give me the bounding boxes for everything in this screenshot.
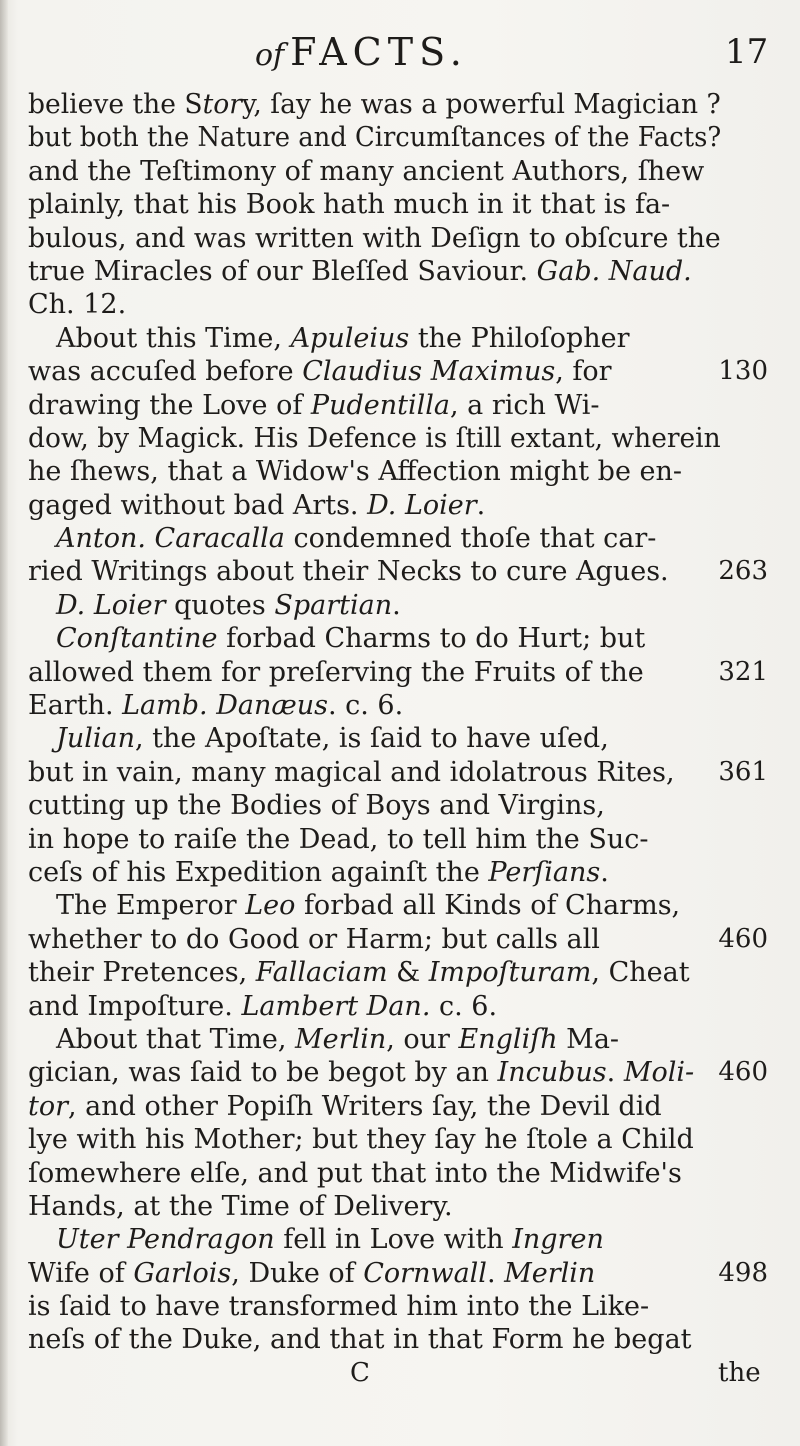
line-text: drawing the Love of Pudentilla, a rich Wi-: [28, 389, 600, 421]
text-line: [28, 489, 770, 522]
line-text: true Miracles of our Bleſſed Saviour. Gab. Naud.: [28, 255, 692, 287]
text-line: [28, 1023, 770, 1056]
line-text: allowed them for preſerving the Fruits of the: [28, 656, 644, 688]
text-line: [28, 1056, 770, 1089]
text-line: [28, 455, 770, 488]
line-text: cutting up the Bodies of Boys and Virgins,: [28, 790, 605, 822]
text-line: [28, 923, 770, 956]
page-number: 17: [725, 32, 769, 72]
running-head-title: FACTS.: [290, 30, 468, 74]
line-text: ceſs of his Expedition againſt the Perſians.: [28, 856, 609, 888]
line-text: Uter Pendragon fell in Love with Ingren: [56, 1224, 604, 1256]
line-text: About that Time, Merlin, our Engliſh Ma-: [56, 1023, 620, 1055]
margin-year: 321: [718, 656, 768, 687]
margin-year: 263: [718, 556, 768, 587]
line-text: he ſhews, that a Widow's Affection might be en-: [28, 456, 683, 488]
text-line: [28, 555, 770, 588]
line-text: The Emperor Leo forbad all Kinds of Charms,: [56, 890, 681, 922]
footer-line: [28, 1357, 770, 1390]
line-text: but both the Nature and Circumſtances of the Facts?: [28, 122, 722, 154]
text-line: [28, 656, 770, 689]
text-line: [28, 88, 770, 121]
margin-year: 130: [718, 356, 768, 387]
text-line: [28, 1090, 770, 1123]
line-text: but in vain, many magical and idolatrous Rites,: [28, 756, 675, 788]
margin-year: 361: [718, 756, 768, 787]
text-line: [28, 990, 770, 1023]
line-text: gaged without bad Arts. D. Loier.: [28, 489, 486, 521]
text-line: [28, 255, 770, 288]
text-line: [28, 1190, 770, 1223]
line-text: Hands, at the Time of Delivery.: [28, 1190, 453, 1222]
text-line: [28, 355, 770, 388]
margin-year: 460: [718, 923, 768, 954]
text-line: [28, 188, 770, 221]
line-text: gician, was ſaid to be begot by an Incubus. Moli-: [28, 1057, 695, 1089]
line-text: whether to do Good or Harm; but calls all: [28, 923, 600, 955]
running-head-of: of: [255, 38, 285, 73]
running-head: [255, 30, 468, 78]
line-text: Julian, the Apoſtate, is ſaid to have uſed,: [56, 723, 609, 755]
line-text: Earth. Lamb. Danæus. c. 6.: [28, 690, 404, 722]
line-text: plainly, that his Book hath much in it that is fa-: [28, 189, 671, 221]
margin-year: 498: [718, 1257, 768, 1288]
text-line: [28, 622, 770, 655]
text-line: [28, 823, 770, 856]
signature-mark: C: [350, 1358, 370, 1389]
line-text: and Impoſture. Lambert Dan. c. 6.: [28, 990, 498, 1022]
line-text: Wife of Garlois, Duke of Cornwall. Merlin: [28, 1257, 596, 1289]
text-line: [28, 422, 770, 455]
text-line: [28, 522, 770, 555]
line-text: neſs of the Duke, and that in that Form he begat: [28, 1324, 692, 1356]
line-text: and the Teſtimony of many ancient Authors, ſhew: [28, 155, 705, 187]
page-header: [0, 20, 800, 80]
text-line: [28, 1257, 770, 1290]
text-line: [28, 121, 770, 154]
line-text: lye with his Mother; but they ſay he ſtole a Child: [28, 1124, 694, 1156]
line-text: bulous, and was written with Deſign to obſcure the: [28, 222, 721, 254]
margin-year: 460: [718, 1057, 768, 1088]
line-text: believe the Story, ſay he was a powerful Magician ?: [28, 89, 721, 120]
page-binding-shadow: [0, 0, 8, 1446]
line-text: Ch. 12.: [28, 289, 127, 321]
text-line: [28, 689, 770, 722]
body-text: [28, 88, 770, 1357]
text-line: [28, 222, 770, 255]
text-line: [28, 756, 770, 789]
text-line: [28, 889, 770, 922]
text-line: [28, 1290, 770, 1323]
line-text: their Pretences, Fallaciam & Impoſturam, Cheat: [28, 957, 690, 989]
text-line: [28, 288, 770, 321]
line-text: tor, and other Popiſh Writers ſay, the Devil did: [28, 1090, 662, 1122]
line-text: ried Writings about their Necks to cure Agues.: [28, 556, 669, 588]
line-text: D. Loier quotes Spartian.: [56, 589, 401, 621]
text-line: [28, 789, 770, 822]
text-line: [28, 322, 770, 355]
text-line: [28, 722, 770, 755]
text-line: [28, 1223, 770, 1256]
line-text: ſomewhere elſe, and put that into the Midwife's: [28, 1157, 682, 1189]
text-line: [28, 1323, 770, 1356]
line-text: in hope to raiſe the Dead, to tell him the Suc-: [28, 823, 649, 855]
line-text: was accuſed before Claudius Maximus, for: [28, 356, 612, 388]
line-text: dow, by Magick. His Defence is ſtill extant, wherein: [28, 422, 721, 454]
text-line: [28, 389, 770, 422]
text-line: [28, 1123, 770, 1156]
line-text: Anton. Caracalla condemned thoſe that car-: [56, 523, 657, 555]
catchword: the: [718, 1358, 761, 1389]
line-text: is ſaid to have transformed him into the Like-: [28, 1291, 650, 1323]
text-line: [28, 589, 770, 622]
text-line: [28, 155, 770, 188]
line-text: About this Time, Apuleius the Philoſopher: [56, 322, 630, 354]
line-text: Conſtantine forbad Charms to do Hurt; but: [56, 623, 646, 655]
text-line: [28, 956, 770, 989]
text-line: [28, 856, 770, 889]
text-line: [28, 1157, 770, 1190]
